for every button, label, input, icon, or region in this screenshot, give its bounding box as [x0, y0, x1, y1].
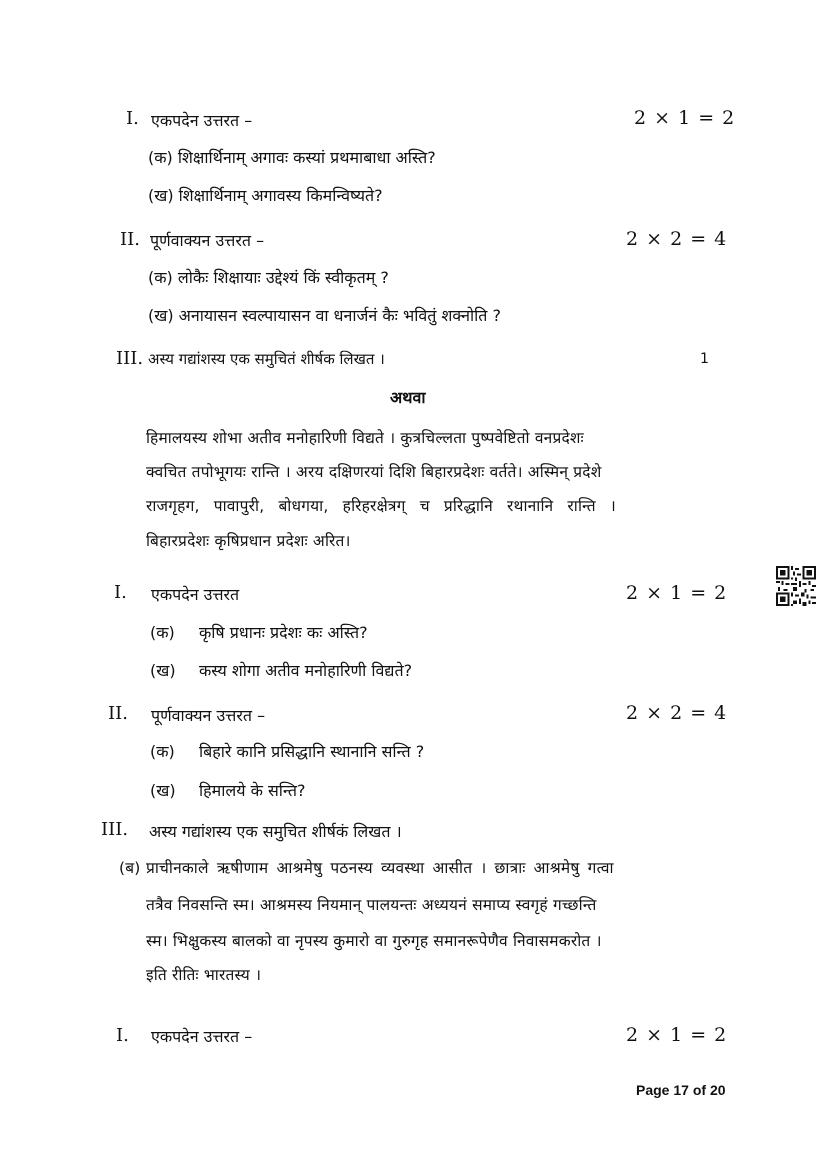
- marks: 2 × 2 = 4: [626, 702, 728, 724]
- passage-line: प्राचीनकाले ऋषीणाम आश्रमेषु पठनस्य व्यवस्था आसीत । छात्राः आश्रमेषु गत्वा: [146, 859, 614, 877]
- question-number: I.: [116, 1025, 129, 1046]
- passage-label: (ब): [119, 859, 141, 877]
- sub-question: (क) शिक्षार्थिनाम् अगावः कस्यां प्रथमाबाधा अस्ति?: [148, 148, 436, 167]
- question-text: पूर्णवाक्यन उत्तरत –: [151, 706, 266, 725]
- question-text: पूर्णवाक्यन उत्तरत –: [150, 231, 265, 250]
- passage-line: इति रीतिः भारतस्य ।: [146, 966, 262, 984]
- marks: 2 × 1 = 2: [626, 582, 728, 604]
- page-total: 20: [709, 1082, 726, 1098]
- sub-question: बिहारे कानि प्रसिद्धानि स्थानानि सन्ति ?: [199, 742, 425, 761]
- sub-question-label: (क): [150, 623, 175, 642]
- question-number: III.: [116, 348, 144, 369]
- question-text: एकपदेन उत्तरत: [151, 585, 240, 604]
- sub-question: कृषि प्रधानः प्रदेशः कः अस्ति?: [199, 623, 368, 642]
- of-word: of: [692, 1082, 707, 1098]
- marks: 1: [700, 351, 709, 367]
- question-text: एकपदेन उत्तरत –: [151, 1027, 253, 1046]
- question-number: II.: [108, 703, 128, 724]
- marks: 2 × 1 = 2: [626, 1024, 728, 1046]
- sub-question-label: (ख): [150, 781, 176, 800]
- page-word: Page: [636, 1082, 670, 1098]
- page-number: 17: [673, 1082, 689, 1098]
- sub-question: कस्य शोगा अतीव मनोहारिणी विद्यते?: [199, 661, 413, 680]
- sub-question: (ख) अनायासन स्वल्पायासन वा धनार्जनं कैः भवितुं शक्नोति ?: [148, 306, 501, 325]
- sub-question-label: (क): [150, 742, 175, 761]
- marks: 2 × 2 = 4: [626, 228, 728, 250]
- passage-line: तत्रैव निवसन्ति स्म। आश्रमस्य नियमान् पालयन्तः अध्ययनं समाप्य स्वगृहं गच्छन्ति: [146, 896, 597, 914]
- sub-question: (क) लोकैः शिक्षायाः उद्देश्यं किं स्वीकृतम् ?: [148, 268, 389, 287]
- passage-line: राजगृहग, पावापुरी, बोधगया, हरिहरक्षेत्रग् च प्ररिद्धानि रथानानि रान्ति ।: [146, 497, 617, 515]
- or-divider: अथवा: [390, 388, 426, 407]
- qr-code-icon: [776, 566, 816, 606]
- passage-line: स्म। भिक्षुकस्य बालको वा नृपस्य कुमारो वा गुरुगृह समानरूपेणैव निवासमकरोत ।: [146, 932, 602, 950]
- question-number: II.: [120, 229, 140, 250]
- sub-question-label: (ख): [150, 661, 176, 680]
- question-text: अस्य गद्यांशस्य एक समुचितं शीर्षक लिखत ।: [148, 350, 385, 368]
- question-text: अस्य गद्यांशस्य एक समुचित शीर्षकं लिखत ।: [149, 822, 402, 841]
- marks: 2 × 1 = 2: [634, 107, 736, 129]
- passage-line: क्वचित तपोभूगयः रान्ति । अरय दक्षिणरयां दिशि बिहारप्रदेशः वर्तते। अस्मिन् प्रदेशे: [146, 463, 602, 481]
- passage-line: बिहारप्रदेशः कृषिप्रधान प्रदेशः अरित।: [146, 532, 351, 550]
- question-number: I.: [126, 108, 139, 129]
- passage-line: हिमालयस्य शोभा अतीव मनोहारिणी विद्यते । कुत्रचिल्लता पुष्पवेष्टितो वनप्रदेशः: [146, 429, 584, 447]
- question-text: एकपदेन उत्तरत –: [151, 111, 253, 130]
- page-footer: [636, 1082, 726, 1098]
- question-number: I.: [114, 582, 127, 603]
- sub-question: (ख) शिक्षार्थिनाम् अगावस्य किमन्विष्यते?: [148, 186, 383, 205]
- question-number: III.: [101, 819, 129, 840]
- sub-question: हिमालये के सन्ति?: [199, 781, 306, 800]
